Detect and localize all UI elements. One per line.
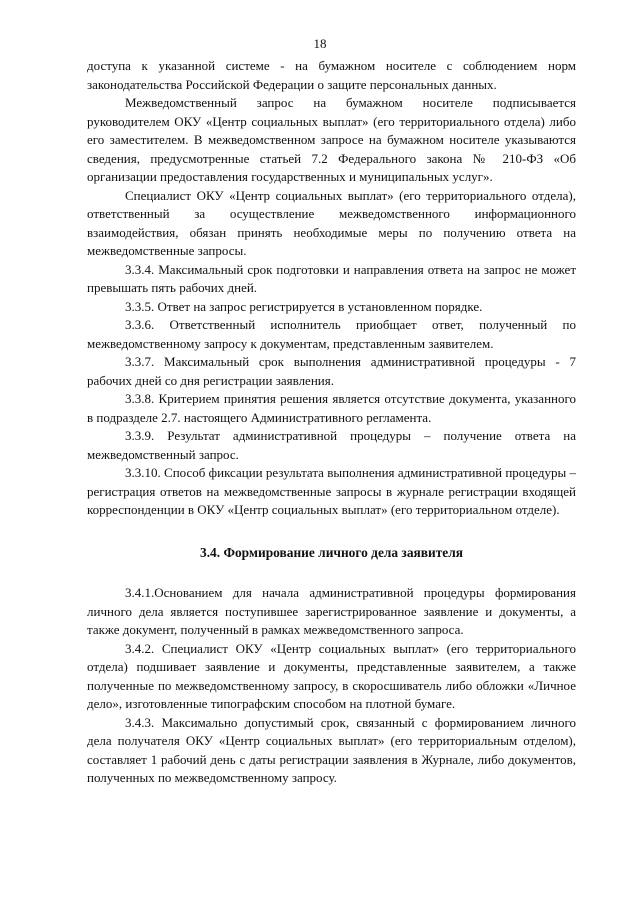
paragraph-3-3-6: 3.3.6. Ответственный исполнитель приобщает ответ, полученный по межведомственному запросу к документам, представленным заявителем.	[87, 317, 576, 351]
page-number: 18	[313, 36, 327, 51]
paragraph-3-3-4: 3.3.4. Максимальный срок подготовки и направления ответа на запрос не может превышать пять рабочих дней.	[87, 261, 576, 295]
paragraph-3-3-10: 3.3.10. Способ фиксации результата выполнения административной процедуры – регистрация ответов на межведомственные запросы в журнале регистрации входящей корреспонденции в ОКУ «Центр социальных выплат» (его территориальном отделе).	[87, 465, 576, 517]
paragraph-3-3-7: 3.3.7. Максимальный срок выполнения административной процедуры - 7 рабочих дней со дня регистрации заявления.	[87, 354, 576, 388]
paragraph-3-3-9: 3.3.9. Результат административной процедуры – получение ответа на межведомственный запрос.	[87, 428, 576, 462]
paragraph: Межведомственный запрос на бумажном носителе подписывается руководителем ОКУ «Центр социальных выплат» (его территориального отдела) либо его заместителем. В межведомственном запросе на бумажном носителе указываются сведения, предусмотренные статьей 7.2 Федерального закона № 210-ФЗ «Об организации предоставления государственных и муниципальных услуг».	[87, 95, 576, 184]
paragraph-3-3-5: 3.3.5. Ответ на запрос регистрируется в установленном порядке.	[125, 298, 483, 314]
paragraph: доступа к указанной системе - на бумажном носителе с соблюдением норм законодательства Российской Федерации о защите персональных данных.	[87, 58, 576, 92]
paragraph: Специалист ОКУ «Центр социальных выплат» (его территориального отдела), ответственный за осуществление межведомственного информационного взаимодействия, обязан принять необходимые меры по получению ответа на межведомственные запросы.	[87, 187, 576, 258]
section-heading: 3.4. Формирование личного дела заявителя	[200, 544, 463, 560]
paragraph-3-4-1: 3.4.1.Основанием для начала административной процедуры формирования личного дела является поступившее зарегистрированное заявление и документы, а также документ, полученный в рамках межведомственного запроса.	[87, 585, 576, 637]
document-body	[87, 57, 576, 788]
paragraph-3-3-8: 3.3.8. Критерием принятия решения является отсутствие документа, указанного в подразделе 2.7. настоящего Административного регламента.	[87, 391, 576, 425]
paragraph-3-4-3: 3.4.3. Максимально допустимый срок, связанный с формированием личного дела получателя ОКУ «Центр социальных выплат» (его территориальным отделом), составляет 1 рабочий день с даты регистрации заявления в Журнале, либо документов, полученных по межведомственному запросу.	[87, 714, 576, 785]
paragraph-3-4-2: 3.4.2. Специалист ОКУ «Центр социальных выплат» (его территориального отдела) подшивает заявление и документы, представленные заявителем, а также полученные по межведомственному запросу, в скоросшиватель либо обложки «Личное дело», изготовленные типографским способом на плотной бумаге.	[87, 640, 576, 711]
